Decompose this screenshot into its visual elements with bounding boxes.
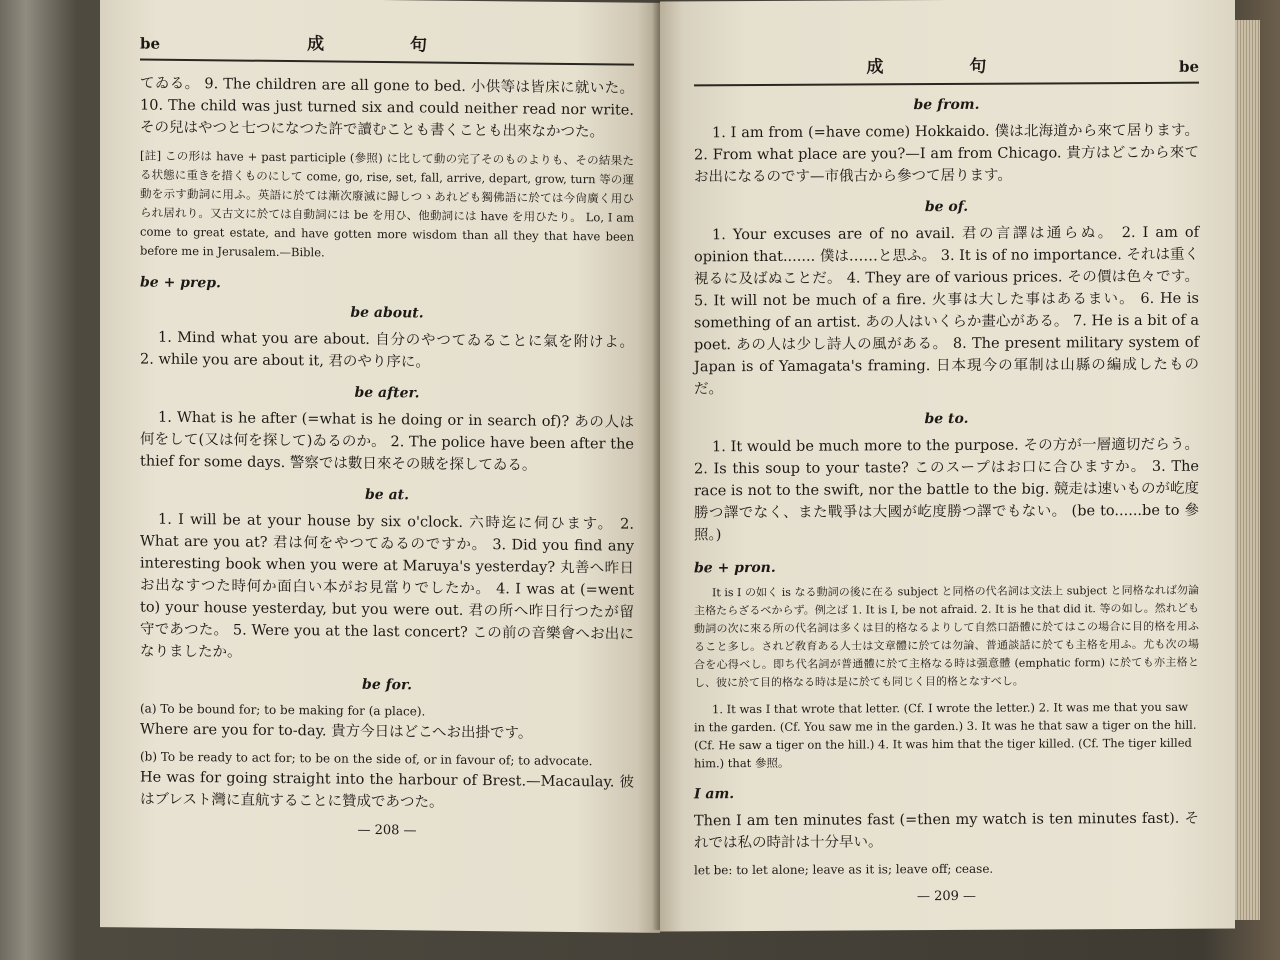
- left-page-number: — 208 —: [357, 822, 417, 839]
- left-section-marker: be: [140, 34, 161, 53]
- heading-be-at: be at.: [365, 486, 409, 504]
- text-be-at: 1. I will be at your house by six o'clock. 六時迄に伺ひます。 2. What are you at? 君は何をやつてゐるのですか。 3. Did you find any interesting book when you were at Maruya's yesterday? 丸善へ昨日お出なすつた時何か面白い本がお見當りでしたか。 4. I was at (=went to) your house yesterday, but you were out. 君の所へ昨日行つたが留守であつた。 5. Were you at the last concert? この前の音樂會へお出になりましたか。: [140, 511, 634, 661]
- left-note: [註] この形は have + past participle (參照) に比して動の完了そのものよりも、その結果たる状態に重きを措くものにして come, go, rise, set, fall, arrive, depart, grow, turn 等の運動を示す動詞に用ふ。英語に於ては漸次廢滅に歸しつゝあれども獨佛語に於ては今尙廣く用ひられ居れり。又古文に於ては自動詞には be を用ひ、他動詞には have を用ひたり。 Lo, I am come to great estate, and have gotten more wisdom than all they that have been before me in Jerusalem.—Bible.: [140, 148, 634, 260]
- text-be-to: 1. It would be much more to the purpose. その方が一層適切だらう。 2. Is this soup to your taste? このスープはお口に合ひますか。 3. The race is not to the swift, nor the battle to the big. 競走は速いものが屹度勝つ譯でなく、また戰爭は大國が屹度勝つ譯でもない。 (be to......be to 參照。): [694, 436, 1199, 544]
- text-be-after: 1. What is he after (=what is he doing or in search of)? あの人は何をして(又は何を探して)ゐるのか。 2. The police have been after the thief for some days. 警察では數日來その賊を探してゐる。: [140, 409, 634, 474]
- heading-be-to: be to.: [924, 410, 969, 428]
- heading-be-pron: be + pron.: [694, 559, 776, 577]
- section-be-prep: be + prep.: [140, 274, 221, 292]
- heading-be-after: be after.: [354, 384, 420, 402]
- text-be-pron-examples: 1. It was I that wrote that letter. (Cf. I wrote the letter.) 2. It was me that you saw in the garden. (Cf. You saw me in the garden.) 3. It was he that saw a tiger on the hill. (Cf. He saw a tiger on the hill.) 4. It was him that the tiger killed. (Cf. The tiger killed him.) that 參照。: [694, 699, 1197, 771]
- text-let-be: let be: to let alone; leave as it is; leave off; cease.: [694, 861, 994, 878]
- left-head-title: 成 句: [307, 34, 467, 56]
- right-section-marker: be: [1178, 57, 1199, 76]
- heading-be-about: be about.: [350, 304, 424, 322]
- example-be-for-a: Where are you for to-day. 貴方今日はどこへお出掛です。: [140, 721, 533, 742]
- text-i-am: Then I am ten minutes fast (=then my watch is ten minutes fast). それでは私の時計は十分早い。: [694, 810, 1199, 852]
- left-para-top: てゐる。 9. The children are all gone to bed. 小供等は皆床に就いた。 10. The child was just turned six and could neither read nor write. その兒はやつと七つになつた許で讀むことも書くことも出來なかつた。: [140, 75, 634, 141]
- left-running-head: [140, 27, 634, 65]
- heading-be-from: be from.: [913, 96, 980, 114]
- left-page: [100, 0, 660, 933]
- def-be-for-a: (a) To be bound for; to be making for (a place).: [140, 701, 426, 719]
- heading-be-of: be of.: [924, 198, 969, 216]
- heading-be-for: be for.: [362, 676, 412, 694]
- open-book: [60, 0, 1260, 960]
- right-running-head: [694, 51, 1199, 87]
- def-be-for-b: (b) To be ready to act for; to be on the side of, or in favour of; to advocate.: [140, 749, 593, 769]
- text-be-about: 1. Mind what you are about. 自分のやつてゐることに氣を附けよ。 2. while you are about it, 君のやり序に。: [140, 329, 634, 371]
- right-head-title: 成 句: [866, 56, 1027, 78]
- right-page-number: — 209 —: [916, 888, 977, 905]
- text-be-from: 1. I am from (=have come) Hokkaido. 僕は北海道から來て居ります。 2. From what place are you?—I am from Chicago. 貴方はどこから來てお出になるのです—市俄古から參つて居ります。: [694, 122, 1199, 186]
- example-be-for-b: He was for going straight into the harbour of Brest.—Macaulay. 彼はブレスト灣に直航することに贊成であつた。: [140, 769, 634, 811]
- right-page: [660, 0, 1235, 932]
- text-be-of: 1. Your excuses are of no avail. 君の言譯は通らぬ。 2. I am of opinion that....... 僕は……と思ふ。 3. It is of no importance. それは重く視るに及ばぬことだ。 4. They are of various prices. その價は色々です。 5. It will not be much of a fire. 火事は大した事はあるまい。 6. He is something of an artist. あの人はいくらか畫心がある。 7. He is a bit of a poet. あの人は少し詩人の風がある。 8. The present military system of Japan is of Yamagata's framing. 日本現今の軍制は山縣の編成したものだ。: [694, 224, 1199, 398]
- page-edges: [1235, 20, 1260, 920]
- text-be-pron-intro: It is I の如く is なる動詞の後に在る subject と同格の代名詞は文法上 subject と同格なれば勿論主格たらざるべからず。例之ば 1. It is I, be not afraid. 2. It is he that did it. 等の如し。然れども動詞の次に來る所の代名詞は多くは目的格なるよりして自然口語體に於てはこの場合に目的格を用ふること多し。されど敎育ある人士は文章體に於ては勿論、普通談話に於ても主格を用ふ。尤も次の場合を心得べし。即ち代名詞が普通體に於て主格なる時は强意體 (emphatic form) に於ても亦主格とし、彼に於て目的格なる時は是に於ても同じく目的格となすべし。: [694, 583, 1199, 690]
- heading-i-am: I am.: [694, 786, 735, 803]
